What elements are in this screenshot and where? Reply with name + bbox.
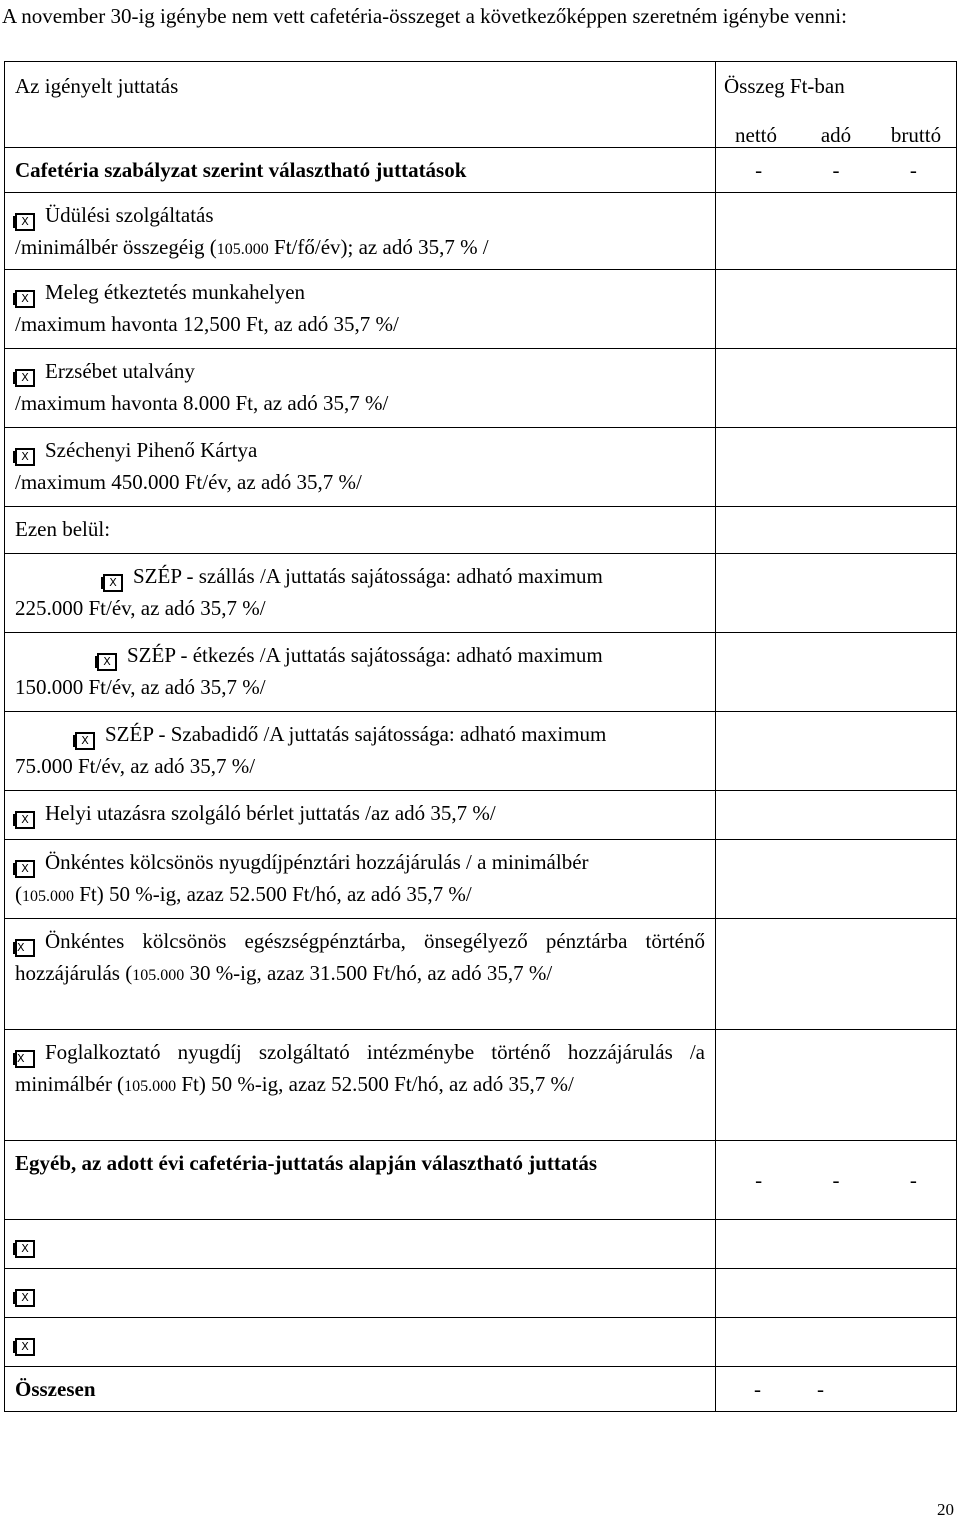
amount-cell[interactable] — [716, 428, 957, 507]
nyugdij-desc-c: Ft) 50 %-ig, azaz 52.500 Ft/hó, az adó 35,7 %/ — [74, 882, 472, 906]
section-title: Cafetéria szabályzat szerint választható juttatások — [15, 158, 467, 182]
dash-ado: - — [832, 1168, 840, 1192]
foglalkoztato-text-c: Ft) 50 %-ig, azaz 52.500 Ft/hó, az adó 35,7 %/ — [176, 1072, 574, 1096]
benefits-table — [4, 61, 957, 1412]
section2-title: Egyéb, az adott évi cafetéria-juttatás alapján választható juttatás — [15, 1151, 598, 1175]
szep-card-label: Széchenyi Pihenő Kártya — [45, 438, 258, 462]
table-row — [5, 428, 957, 507]
foglalkoztato-text-b: 105.000 — [124, 1078, 177, 1095]
table-row — [5, 554, 957, 633]
table-header-row — [5, 62, 957, 148]
checkbox-meleg[interactable]: X — [15, 290, 35, 308]
amount-cell[interactable] — [716, 633, 957, 712]
amount-cell[interactable] — [716, 193, 957, 270]
total-label: Összesen — [15, 1377, 96, 1401]
dash-netto: - — [755, 1168, 763, 1192]
amount-cell[interactable] — [716, 1269, 957, 1318]
amount-cell[interactable] — [716, 1220, 957, 1269]
dash-netto: - — [755, 158, 763, 182]
dash-brutto: - — [909, 1168, 917, 1192]
table-row — [5, 349, 957, 428]
egeszseg-text-a: Önkéntes kölcsönös egészségpénztárba, önsegélyező pénztárba történő hozzájárulás ( — [15, 929, 705, 985]
table-row — [5, 193, 957, 270]
table-row — [5, 712, 957, 791]
table-row — [5, 1269, 957, 1318]
netto-label: nettó — [735, 123, 777, 147]
szep-szallas-label: SZÉP - szállás /A juttatás sajátossága: adható maximum — [133, 564, 603, 588]
table-row — [5, 840, 957, 919]
dash-brutto: - — [909, 158, 917, 182]
udulesi-desc-b: 105.000 — [216, 241, 269, 258]
table-row — [5, 1030, 957, 1141]
amount-cell[interactable] — [716, 919, 957, 1030]
table-row — [5, 1318, 957, 1367]
checkbox-egeszseg[interactable]: X — [15, 939, 35, 957]
section-dashes — [716, 148, 956, 192]
udulesi-desc-c: Ft/fő/év); az adó 35,7 % / — [268, 235, 489, 259]
benefit-column-header — [5, 62, 716, 148]
amount-cell[interactable] — [716, 791, 957, 840]
amount-cell[interactable] — [716, 712, 957, 791]
page-number: 20 — [937, 1500, 954, 1519]
nyugdij-label: Önkéntes kölcsönös nyugdíjpénztári hozzájárulás / a minimálbér — [45, 850, 589, 874]
section2-dashes — [716, 1158, 956, 1202]
checkbox-nyugdij[interactable]: X — [15, 860, 35, 878]
foglalkoztato-text-a: Foglalkoztató nyugdíj szolgáltató intézménybe történő hozzájárulás /a minimálbér ( — [15, 1040, 705, 1096]
egeszseg-text-c: 30 %-ig, azaz 31.500 Ft/hó, az adó 35,7 %/ — [184, 961, 553, 985]
dash-ado: - — [817, 1377, 824, 1401]
amount-column-label: Összeg Ft-ban — [724, 74, 845, 98]
section-row — [5, 1141, 957, 1220]
nyugdij-desc-b: 105.000 — [22, 888, 74, 905]
szep-card-desc: /maximum 450.000 Ft/év, az adó 35,7 %/ — [15, 470, 362, 494]
udulesi-label: Üdülési szolgáltatás — [45, 203, 214, 227]
amount-cell[interactable] — [716, 349, 957, 428]
checkbox-szep-etkezes[interactable]: X — [97, 653, 117, 671]
meleg-desc: /maximum havonta 12,500 Ft, az adó 35,7 %/ — [15, 312, 399, 336]
checkbox-szep-card[interactable]: X — [15, 448, 35, 466]
checkbox-other-2[interactable]: X — [15, 1289, 35, 1307]
intro-text: A november 30-ig igénybe nem vett cafetéria-összeget a következőképpen szeretném igénybe venni: — [2, 4, 847, 28]
brutto-label: bruttó — [890, 123, 942, 147]
checkbox-other-1[interactable]: X — [15, 1240, 35, 1258]
checkbox-szep-szabadido[interactable]: X — [75, 732, 95, 750]
amount-cell[interactable] — [716, 840, 957, 919]
table-row — [5, 1220, 957, 1269]
checkbox-helyi[interactable]: X — [15, 811, 35, 829]
szep-szallas-desc: 225.000 Ft/év, az adó 35,7 %/ — [15, 596, 266, 620]
total-dashes — [716, 1367, 956, 1411]
table-row — [5, 919, 957, 1030]
szep-szabadido-desc: 75.000 Ft/év, az adó 35,7 %/ — [15, 754, 256, 778]
amount-column-header — [716, 62, 957, 148]
erzsebet-desc: /maximum havonta 8.000 Ft, az adó 35,7 %/ — [15, 391, 389, 415]
benefit-column-label: Az igényelt juttatás — [15, 74, 179, 98]
amount-cell[interactable] — [716, 554, 957, 633]
erzsebet-label: Erzsébet utalvány — [45, 359, 195, 383]
table-row — [5, 633, 957, 712]
checkbox-foglalkoztato[interactable]: X — [15, 1050, 35, 1068]
ado-label: adó — [820, 123, 852, 147]
checkbox-szep-szallas[interactable]: X — [103, 574, 123, 592]
dash-netto: - — [754, 1377, 761, 1401]
checkbox-other-3[interactable]: X — [15, 1338, 35, 1356]
udulesi-desc-a: /minimálbér összegéig ( — [15, 235, 217, 259]
table-row — [5, 270, 957, 349]
checkbox-udulesi[interactable]: X — [15, 213, 35, 231]
ezen-belul-label: Ezen belül: — [15, 517, 111, 541]
amount-cell[interactable] — [716, 1030, 957, 1141]
table-row — [5, 791, 957, 840]
szep-szabadido-label: SZÉP - Szabadidő /A juttatás sajátossága: adható maximum — [105, 722, 607, 746]
total-row — [5, 1367, 957, 1412]
helyi-label: Helyi utazásra szolgáló bérlet juttatás /az adó 35,7 %/ — [45, 801, 496, 825]
dash-ado: - — [832, 158, 840, 182]
egeszseg-text-b: 105.000 — [132, 967, 185, 984]
nyugdij-desc-a: ( — [15, 882, 22, 906]
szep-etkezes-desc: 150.000 Ft/év, az adó 35,7 %/ — [15, 675, 266, 699]
table-row — [5, 507, 957, 554]
amount-cell[interactable] — [716, 270, 957, 349]
amount-cell[interactable] — [716, 1318, 957, 1367]
checkbox-erzsebet[interactable]: X — [15, 369, 35, 387]
section-row — [5, 148, 957, 193]
szep-etkezes-label: SZÉP - étkezés /A juttatás sajátossága: adható maximum — [127, 643, 603, 667]
amount-cell[interactable] — [716, 507, 957, 554]
meleg-label: Meleg étkeztetés munkahelyen — [45, 280, 306, 304]
